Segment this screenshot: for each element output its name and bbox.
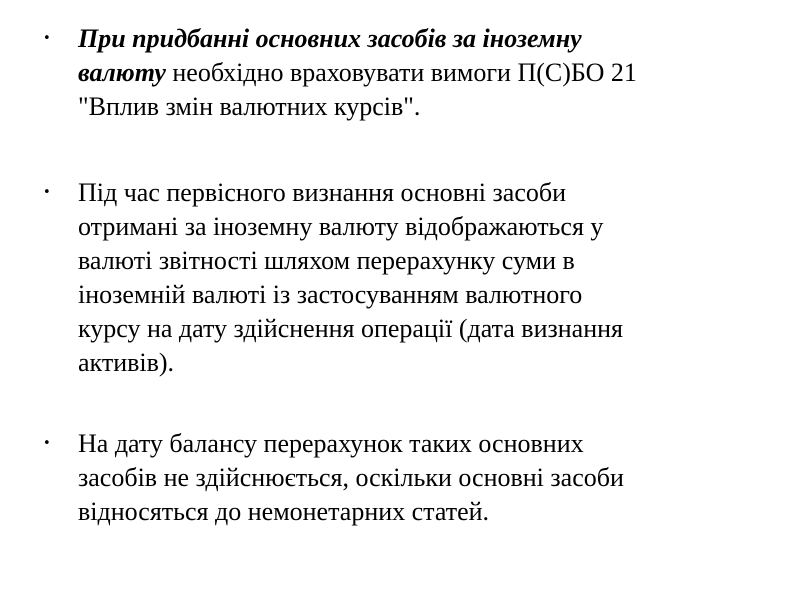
text-line <box>78 90 758 124</box>
bullet-marker: • <box>43 31 51 46</box>
bullet-text-1 <box>78 22 758 124</box>
text-line: валюті звітності шляхом перерахунку суми в <box>78 246 575 275</box>
text-line <box>78 56 758 90</box>
plain-text: необхідно враховувати вимоги П(С)БО 21 <box>165 58 637 87</box>
text-line <box>78 22 758 56</box>
text-line: активів). <box>78 348 175 377</box>
bullet-marker: • <box>43 185 51 200</box>
text-line: відносяться до немонетарних статей. <box>78 497 490 526</box>
bullet-text-2 <box>78 176 758 380</box>
emphasis-text: валюту <box>78 58 166 87</box>
text-line: курсу на дату здійснення операції (дата визнання <box>78 314 624 343</box>
bullet-text-3 <box>78 427 758 529</box>
emphasis-text: При придбанні основних засобів за іноземну <box>78 24 582 53</box>
text-line: На дату балансу перерахунок таких основних <box>78 429 584 458</box>
text-line: іноземній валюті із застосуванням валютного <box>78 280 583 309</box>
plain-text: "Вплив змін валютних курсів". <box>78 92 421 121</box>
text-line: засобів не здійснюється, оскільки основні засоби <box>78 463 624 492</box>
text-line: Під час первісного визнання основні засоби <box>78 178 567 207</box>
text-line: отримані за іноземну валюту відображаються у <box>78 212 604 241</box>
bullet-marker: • <box>43 436 51 451</box>
